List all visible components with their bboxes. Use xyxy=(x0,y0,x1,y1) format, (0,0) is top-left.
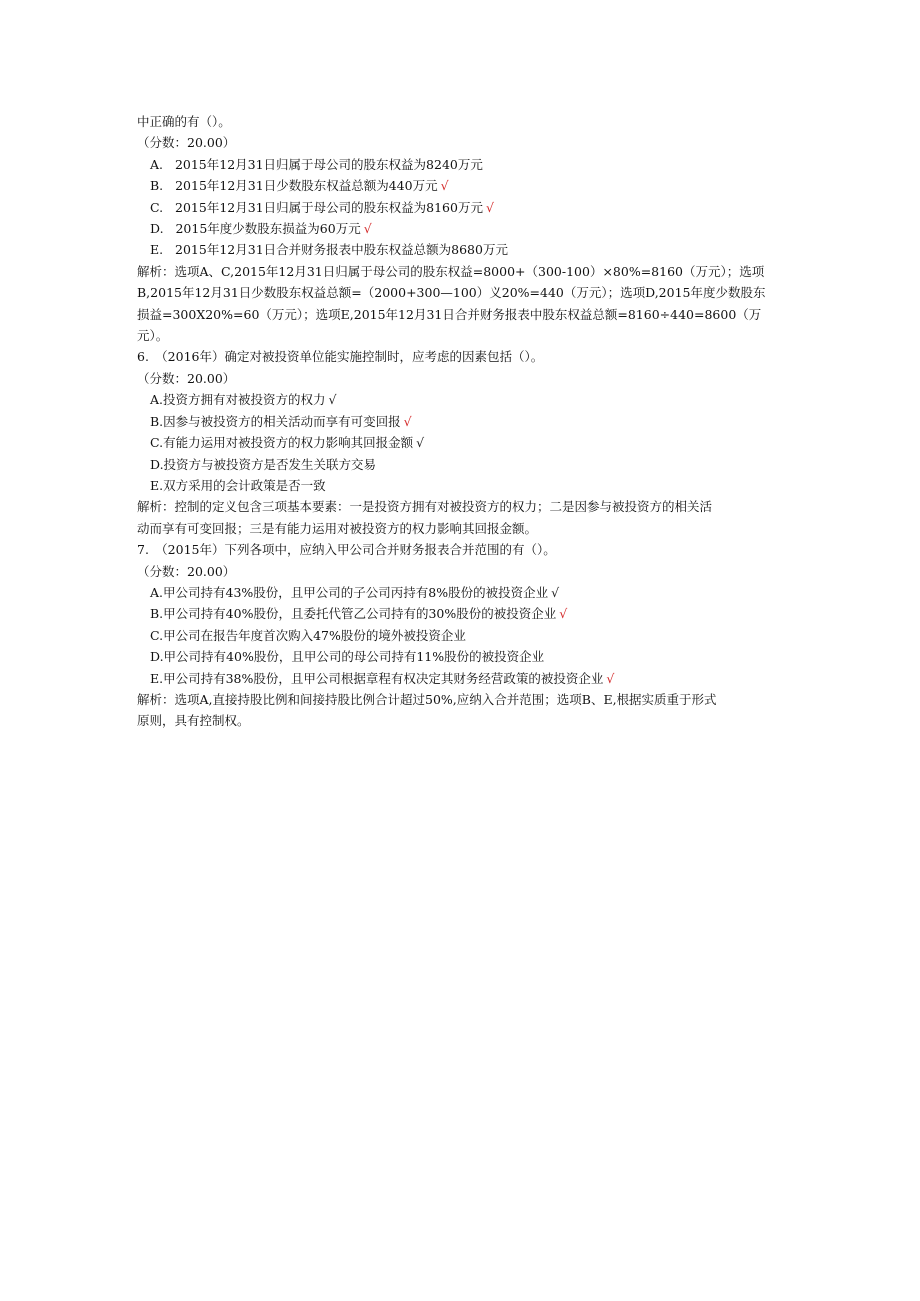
option-label: A. xyxy=(150,156,164,172)
q5-option-b xyxy=(137,175,787,196)
option-text: C.甲公司在报告年度首次购入47%股份的境外被投资企业 xyxy=(150,627,466,643)
q7-option-b xyxy=(137,603,787,624)
option-text: A.投资方拥有对被投资方的权力 xyxy=(150,392,326,408)
option-text: B.因参与被投资方的相关活动而享有可变回报 xyxy=(150,413,401,429)
q5-analysis-line: B,2015年12月31日少数股东权益总额=（2000+300—100）义20%=440（万元）；选项D,2015年度少数股东 xyxy=(137,285,766,301)
option-label: C. xyxy=(150,199,164,215)
q7-option-e xyxy=(137,668,787,689)
question-fragment: 中正确的有（）。 xyxy=(137,114,231,129)
check-mark-icon: √ xyxy=(416,435,425,451)
q5-option-c xyxy=(137,197,787,218)
option-text: A.甲公司持有43%股份，且甲公司的子公司丙持有8%股份的被投资企业 xyxy=(150,584,549,600)
check-mark-icon: √ xyxy=(328,392,337,408)
q6-option-b xyxy=(137,411,787,432)
q6-question: 6. （2016年）确定对被投资单位能实施控制时，应考虑的因素包括（）。 xyxy=(137,349,544,365)
q5-option-d xyxy=(137,218,787,239)
q5-analysis-line: 解析：选项A、C,2015年12月31日归属于母公司的股东权益=8000+（300-100）×80%=8160（万元）；选项 xyxy=(137,263,765,279)
option-text: E.双方采用的会计政策是否一致 xyxy=(150,477,326,493)
q7-score: （分数：20.00） xyxy=(137,563,236,579)
q6-analysis-line: 解析：控制的定义包含三项基本要素：一是投资方拥有对被投资方的权力；二是因参与被投资方的相关活 xyxy=(137,499,713,515)
q6-option-e xyxy=(137,475,787,496)
option-text: 2015年12月31日合并财务报表中股东权益总额为8680万元 xyxy=(175,242,508,258)
option-text: B.甲公司持有40%股份，且委托代管乙公司持有的30%股份的被投资企业 xyxy=(150,606,557,622)
check-mark-icon: √ xyxy=(485,199,494,215)
q7-option-d xyxy=(137,646,787,667)
q5-score: （分数：20.00） xyxy=(137,135,236,151)
option-text: 2015年12月31日归属于母公司的股东权益为8240万元 xyxy=(174,156,483,172)
q6-analysis-line: 动而享有可变回报；三是有能力运用对被投资方的权力影响其回报金额。 xyxy=(137,520,538,536)
check-mark-icon: √ xyxy=(403,413,412,429)
option-label: B. xyxy=(150,178,164,194)
q7-option-c xyxy=(137,625,787,646)
option-text: E.甲公司持有38%股份，且甲公司根据章程有权决定其财务经营政策的被投资企业 xyxy=(150,670,604,686)
q6-option-c xyxy=(137,432,787,453)
option-text: D.甲公司持有40%股份，且甲公司的母公司持有11%股份的被投资企业 xyxy=(150,649,545,665)
option-text: C.有能力运用对被投资方的权力影响其回报金额 xyxy=(150,435,414,451)
q5-analysis-line: 损益=300X20%=60（万元）；选项E,2015年12月31日合并财务报表中股东权益总额=8160÷440=8600（万 xyxy=(137,306,762,322)
q5-option-e xyxy=(137,239,787,260)
option-label: E. xyxy=(150,242,164,258)
q6-option-a xyxy=(137,389,787,410)
document-body xyxy=(137,111,787,732)
option-text: 2015年12月31日少数股东权益总额为440万元 xyxy=(175,178,438,194)
q6-option-d xyxy=(137,454,787,475)
q7-analysis-line: 原则，具有控制权。 xyxy=(137,713,250,729)
option-text: D.投资方与被投资方是否发生关联方交易 xyxy=(150,456,377,472)
q7-analysis-line: 解析：选项A,直接持股比例和间接持股比例合计超过50%,应纳入合并范围；选项B、E,根据实质重于形式 xyxy=(137,691,717,707)
check-mark-icon: √ xyxy=(440,178,449,194)
q6-score: （分数：20.00） xyxy=(137,370,236,386)
check-mark-icon: √ xyxy=(551,584,560,600)
option-text: 2015年度少数股东损益为60万元 xyxy=(175,221,361,237)
option-label: D. xyxy=(150,221,164,237)
option-text: 2015年12月31日归属于母公司的股东权益为8160万元 xyxy=(175,199,483,215)
check-mark-icon: √ xyxy=(606,670,615,686)
check-mark-icon: √ xyxy=(559,606,568,622)
check-mark-icon: √ xyxy=(363,221,372,237)
q7-question: 7. （2015年）下列各项中，应纳入甲公司合并财务报表合并范围的有（）。 xyxy=(137,542,556,558)
q7-option-a xyxy=(137,582,787,603)
q5-analysis-line: 元）。 xyxy=(137,328,169,344)
q5-option-a xyxy=(137,154,787,175)
